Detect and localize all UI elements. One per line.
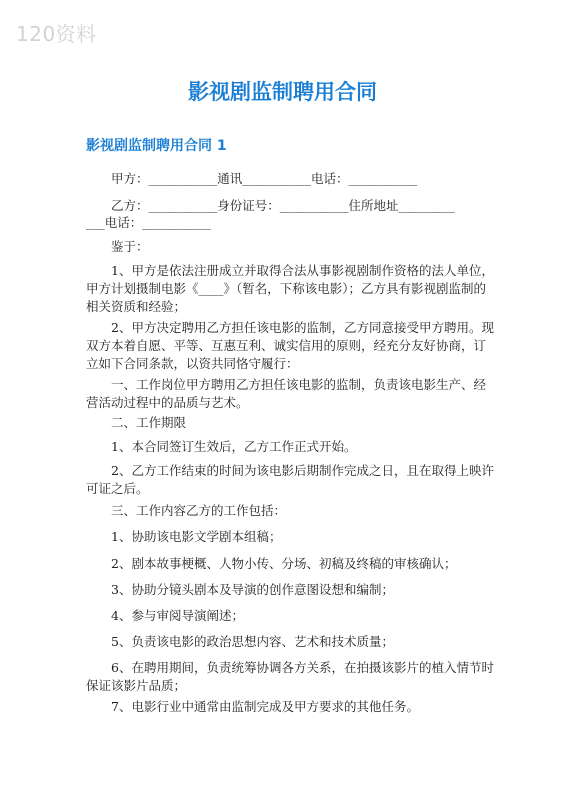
party-b-line-continued: ___电话：___________ — [86, 215, 212, 230]
duty-item-7: 7、电影行业中通常由监制完成及甲方要求的其他任务。 — [111, 699, 419, 714]
duty-item-3: 3、协助分镜头剧本及导演的创作意图设想和编制； — [111, 582, 394, 597]
paragraph-position: 一、工作岗位甲方聘用乙方担任该电影的监制，负责该电影生产、经营活动过程中的品质与艺术。 — [86, 377, 487, 410]
heading-duties: 三、工作内容乙方的工作包括： — [111, 503, 287, 518]
party-a-line: 甲方：___________通讯___________电话：___________ — [111, 171, 418, 186]
paragraph-term-2: 2、乙方工作结束的时间为该电影后期制作完成之日，且在取得上映许可证之后。 — [86, 463, 494, 496]
duty-item-1: 1、协助该电影文学剧本组稿； — [111, 529, 282, 544]
paragraph-recital-2: 2、甲方决定聘用乙方担任该电影的监制，乙方同意接受甲方聘用。现双方本着自愿、平等、互惠互利、诚实信用的原则，经充分友好协商，订立如下合同条款，以资共同恪守履行： — [86, 320, 494, 371]
paragraph-term-1: 1、本合同签订生效后，乙方工作正式开始。 — [111, 439, 357, 454]
heading-term: 二、工作期限 — [111, 415, 187, 430]
watermark: 120资料 — [16, 22, 97, 46]
duty-item-5: 5、负责该电影的政治思想内容、艺术和技术质量； — [111, 634, 394, 649]
whereas-label: 鉴于： — [111, 239, 149, 254]
duty-item-4: 4、参与审阅导演阐述； — [111, 608, 244, 623]
duty-item-6: 6、在聘用期间，负责统筹协调各方关系，在拍摄该影片的植入情节时保证该影片品质； — [86, 660, 494, 693]
party-b-line: 乙方：___________身份证号：___________住所地址_________ — [111, 198, 455, 213]
duty-item-2: 2、剧本故事梗概、人物小传、分场、初稿及终稿的审核确认； — [111, 556, 457, 571]
paragraph-recital-1: 1、甲方是依法注册成立并取得合法从事影视剧制作资格的法人单位，甲方计划摄制电影《____》（暂名，下称该电影）；乙方具有影视剧监制的相关资质和经验； — [86, 263, 494, 314]
section-heading: 影视剧监制聘用合同 1 — [86, 138, 227, 154]
document-title: 影视剧监制聘用合同 — [188, 80, 377, 104]
